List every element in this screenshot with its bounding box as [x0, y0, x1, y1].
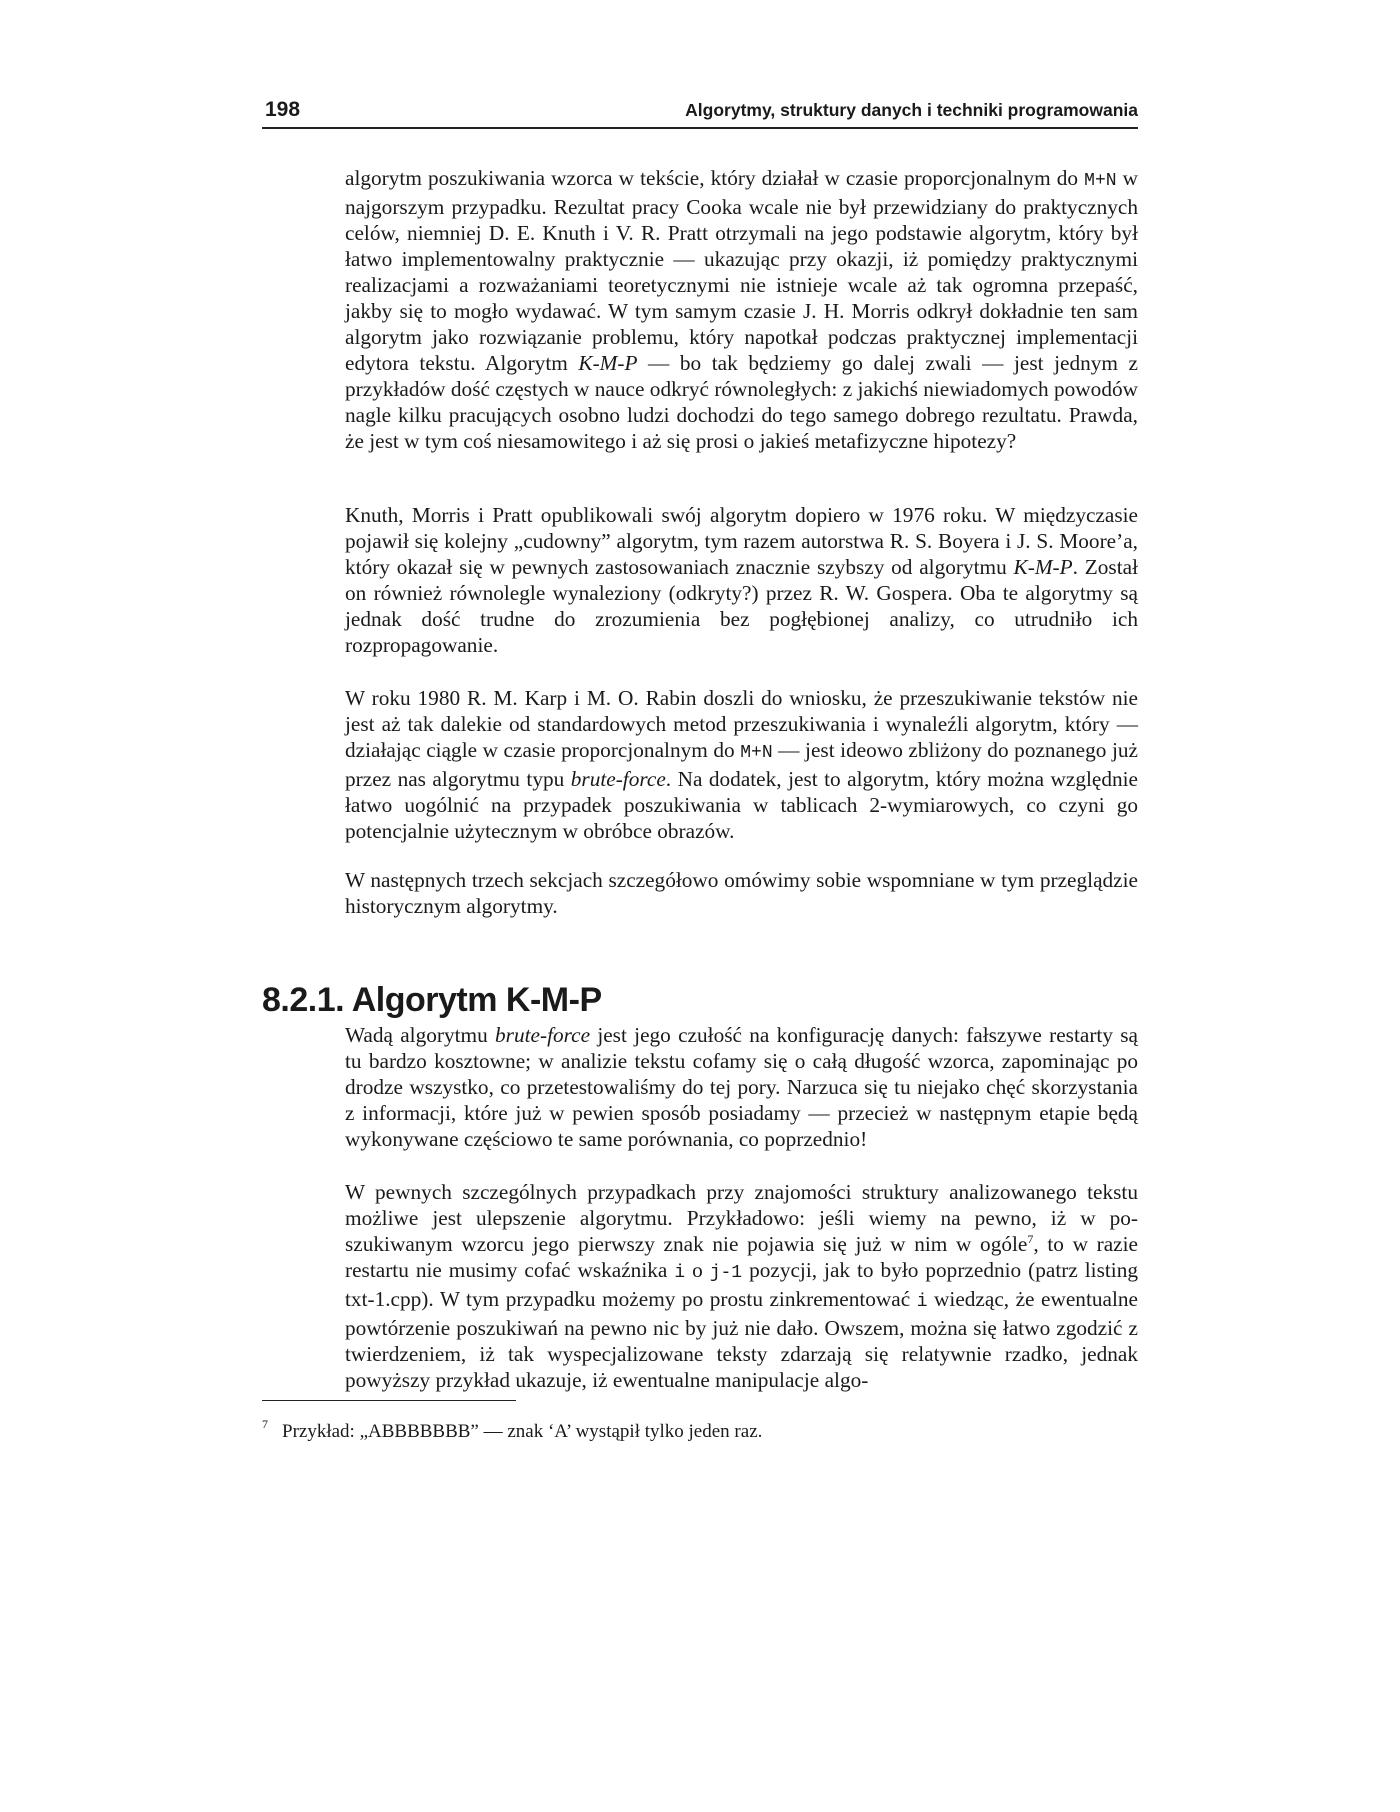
page-header — [262, 95, 1138, 129]
footnote-text: Przykład: „ABBBBBBB” — znak ‘A’ wystąpił tylko jeden raz. — [282, 1421, 763, 1442]
emphasis: brute-force — [570, 767, 666, 791]
footnote-divider — [262, 1400, 516, 1401]
text-run: jest jego czułość na konfigurację danych: fałszywe restarty są tu bardzo kosztowne; w analizie tekstu cofamy się o całą długość wzorca, zapominając po drodze wszystko, co przetestowaliśmy do tej pory. Narzuca się tu niejako chęć skorzystania z informacji, które już w pewien sposób posiadamy — przecież w następnym etapie będą wykonywane częściowo te same porównania, co poprzednio! — [345, 1023, 1138, 1151]
inline-code: i — [674, 1263, 686, 1283]
footnote — [262, 1412, 762, 1444]
emphasis: K-M-P — [1013, 555, 1073, 579]
inline-code: M+N — [740, 743, 773, 763]
paragraph-2 — [345, 502, 1138, 658]
text-run: o — [685, 1258, 710, 1282]
text-run: . Został on również równolegle wynaleziony (odkryty?) przez R. W. Gospera. Oba te algorytmy są jednak dość trudne do zrozumienia bez pogłębionej analizy, co utrudniło ich rozpropagowanie. — [345, 555, 1138, 657]
paragraph-6 — [345, 1179, 1138, 1393]
text-run: Knuth, Morris i Pratt opublikowali swój algorytm dopiero w 1976 roku. W międzyczasie pojawił się kolejny „cudowny” algorytm, tym razem autorstwa R. S. Boyera i J. S. Moore’a, który okazał się w pewnych zastosowaniach znacznie szybszy od algorytmu — [345, 503, 1138, 579]
paragraph-1 — [345, 165, 1138, 454]
text-run: — bo tak będziemy go dalej zwali — jest jednym z przykładów dość częstych w nauce odkryć równoległych: z jakichś niewiadomych powodów nagle kilku pracujących osobno ludzi dochodzi do tego samego dobrego rezultatu. Prawda, że jest w tym coś niesamowitego i aż się prosi o jakieś metafizyczne hipotezy? — [345, 351, 1138, 453]
text-run: Wadą algorytmu — [345, 1023, 496, 1047]
inline-code: i — [916, 1292, 928, 1312]
text-run: wiedząc, że ewentualne powtórzenie poszukiwań na pewno nic by już nie dało. Owszem, można się łatwo zgodzić z twierdzeniem, iż tak wyspecjalizowane teksty zdarzają się relatywnie rzadko, jednak powyższy przykład ukazuje, iż ewentualne manipulacje algo- — [345, 1287, 1138, 1392]
footnote-mark: 7 — [262, 1417, 268, 1431]
running-title: Algorytmy, struktury danych i techniki programowania — [685, 100, 1138, 120]
text-run: w najgorszym przypadku. Rezultat pracy Cooka wcale nie był przewidziany do praktycznych celów, niemniej D. E. Knuth i V. R. Pratt otrzymali na jego podstawie algorytm, który był łatwo implementowalny praktycznie — ukazując przy okazji, iż pomiędzy praktycznymi realizacjami a rozważaniami teoretycznymi nie istnieje wcale aż tak ogromna przepaść, jakby się to mogło wydawać. W tym samym czasie J. H. Morris odkrył dokładnie ten sam algorytm jako rozwiązanie problemu, który napotkał podczas praktycznej implementacji edytora tekstu. Algorytm — [345, 166, 1138, 375]
section-heading: 8.2.1. Algorytm K-M-P — [262, 981, 602, 1020]
text-run: W pewnych szczególnych przypadkach przy znajomości struktury analizowanego tekstu możliwe jest ulepszenie algorytmu. Przykładowo: jeśli wiemy na pewno, iż w poszukiwanym wzorcu jego pierwszy znak nie pojawia się już w nim w ogóle — [345, 1180, 1138, 1256]
text-run: algorytm poszukiwania wzorca w tekście, który działał w czasie proporcjonalnym do — [345, 166, 1085, 190]
inline-code: j-1 — [709, 1263, 743, 1283]
text-run: . Na dodatek, jest to algorytm, który można względnie łatwo uogólnić na przypadek poszukiwania w tablicach 2-wymiarowych, co czyni go potencjalnie użytecznym w obróbce obrazów. — [345, 767, 1138, 843]
emphasis: K-M-P — [578, 351, 638, 375]
emphasis: brute-force — [495, 1023, 591, 1047]
text-run: W następnych trzech sekcjach szczegółowo omówimy sobie wspomniane w tym przeglądzie historycznym algorytmy. — [345, 868, 1138, 918]
text-run: , to w razie restartu nie musimy cofać wskaźnika — [345, 1232, 1139, 1282]
paragraph-4 — [345, 867, 1138, 919]
text-run: — jest ideowo zbliżony do poznanego już przez nas algorytmu typu — [345, 738, 1138, 791]
paragraph-3 — [345, 685, 1138, 844]
footnote-reference: 7 — [1027, 1231, 1034, 1246]
paragraph-5 — [345, 1022, 1138, 1152]
inline-code: M+N — [1084, 171, 1117, 191]
page-number: 198 — [265, 98, 301, 121]
text-run: W roku 1980 R. M. Karp i M. O. Rabin doszli do wniosku, że przeszukiwanie tekstów nie jest aż tak dalekie od standardowych metod przeszukiwania i wynaleźli algorytm, który — działając ciągle w czasie proporcjonalnym do — [345, 686, 1138, 762]
text-run: pozycji, jak to było poprzednio (patrz listing txt-1.cpp). W tym przypadku możemy po prostu zinkrementować — [345, 1258, 1139, 1311]
